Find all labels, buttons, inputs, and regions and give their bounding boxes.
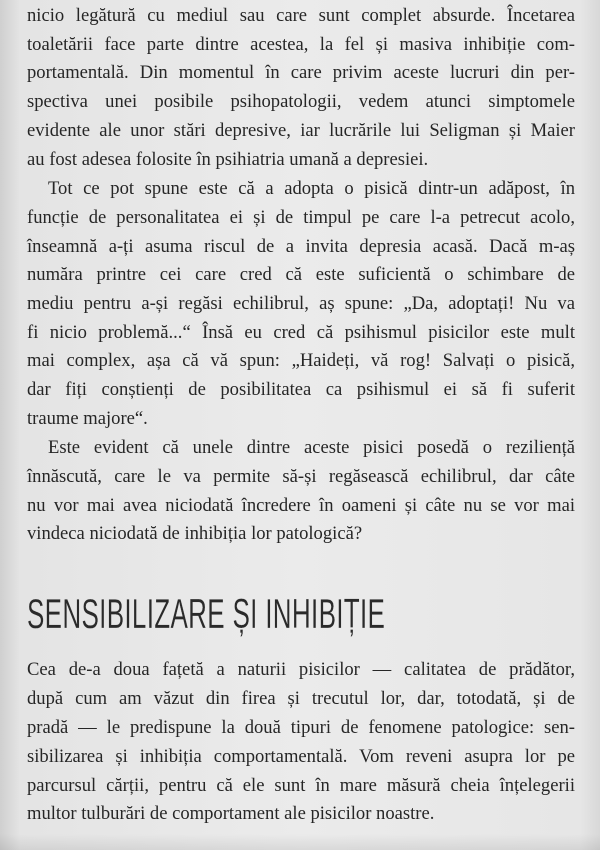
text-line: număra printre cei care cred că este suficientă o schimbare de bbox=[27, 264, 575, 285]
text-line: Este evident că unele dintre aceste pisici posedă o reziliență bbox=[48, 437, 575, 458]
text-line: dar fiți conștienți de posibilitatea ca psihismul ei să fi suferit bbox=[27, 379, 575, 400]
text-line: toaletării face parte dintre acestea, la fel și masiva inhibiție com- bbox=[27, 34, 575, 55]
text-line: Tot ce pot spune este că a adopta o pisică dintr-un adăpost, în bbox=[48, 178, 575, 199]
text-line: fi nicio problemă...“ Însă eu cred că psihismul pisicilor este mult bbox=[27, 322, 575, 343]
text-line: Cea de-a doua fațetă a naturii pisicilor — calitatea de prădător, bbox=[27, 659, 575, 680]
text-line: mediu pentru a-și regăsi echilibrul, aș spune: „Da, adoptați! Nu va bbox=[27, 293, 575, 314]
page-shadow bbox=[0, 834, 600, 850]
text-line: înnăscută, care le va permite să-și regăsească echilibrul, dar câte bbox=[27, 466, 575, 487]
text-line: spectiva unei posibile psihopatologii, vedem atunci simptomele bbox=[27, 91, 575, 112]
text-line: funcție de personalitatea ei și de timpul pe care l-a petrecut acolo, bbox=[27, 207, 575, 228]
text-line: sibilizarea și inhibiția comportamentală. Vom reveni asupra lor pe bbox=[27, 746, 575, 767]
text-line: pradă — le predispune la două tipuri de fenomene patologice: sen- bbox=[27, 717, 575, 738]
text-line: parcursul cărții, pentru că ele sunt în mare măsură cheia înțelegerii bbox=[27, 775, 575, 796]
text-line: după cum am văzut din firea și trecutul lor, dar, totodată, și de bbox=[27, 688, 575, 709]
text-line: portamentală. Din momentul în care privim aceste lucruri din per- bbox=[27, 62, 575, 83]
text-line: vindeca niciodată de inhibiția lor patologică? bbox=[27, 523, 363, 544]
text-line: nu vor mai avea niciodată încredere în oameni și câte nu se vor mai bbox=[27, 495, 575, 516]
section-heading: SENSIBILIZARE ȘI INHIBIȚIE bbox=[27, 590, 386, 637]
text-line: traume majore“. bbox=[27, 408, 148, 429]
text-line: evidente ale unor stări depresive, iar lucrările lui Seligman și Maier bbox=[27, 120, 575, 141]
text-line: înseamnă a-ți asuma riscul de a invita depresia acasă. Dacă m-aș bbox=[27, 236, 575, 257]
text-line: au fost adesea folosite în psihiatria umană a depresiei. bbox=[27, 149, 429, 170]
text-line: mai complex, așa că vă spun: „Haideți, vă rog! Salvați o pisică, bbox=[27, 350, 575, 371]
text-line: nicio legătură cu mediul sau care sunt complet absurde. Încetarea bbox=[27, 5, 575, 26]
text-line: multor tulburări de comportament ale pisicilor noastre. bbox=[27, 803, 435, 824]
